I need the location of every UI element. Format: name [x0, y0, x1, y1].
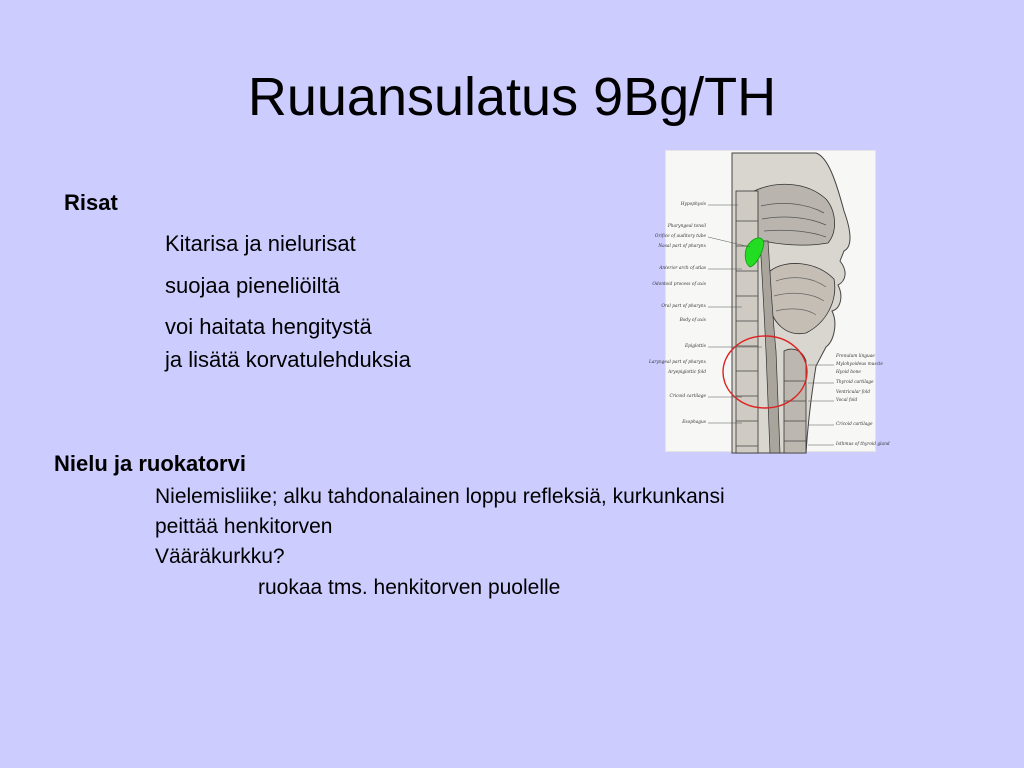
nielu-line-1: Nielemisliike; alku tahdonalainen loppu refleksiä, kurkunkansi	[155, 485, 725, 508]
figure-right-label: Frenulum linguae	[836, 354, 875, 359]
nielu-line-3: Vääräkurkku?	[155, 545, 285, 568]
section-risat-heading: Risat	[64, 190, 118, 215]
figure-left-label: Esophagus	[682, 420, 706, 425]
nielu-line-4: ruokaa tms. henkitorven puolelle	[258, 576, 561, 599]
slide-title: Ruuansulatus 9Bg/TH	[247, 67, 777, 127]
figure-right-label: Hyoid bone	[836, 370, 861, 375]
figure-left-label: Anterior arch of atlas	[659, 266, 706, 271]
figure-left-label: Hypophysis	[680, 202, 706, 207]
figure-right-label: Mylohyoideus muscle	[836, 362, 883, 367]
figure-left-label: Pharyngeal tonsil	[667, 224, 706, 229]
spinal-column	[736, 191, 758, 453]
risat-item-1: Kitarisa ja nielurisat	[165, 231, 356, 256]
figure-right-label: Thyroid cartilage	[836, 380, 874, 385]
head-cross-section-illustration	[648, 151, 890, 453]
anatomy-figure	[648, 150, 890, 452]
figure-left-label: Body of axis	[679, 318, 706, 323]
figure-left-label: Orifice of auditory tube	[654, 234, 706, 239]
figure-left-label: Epiglottis	[684, 344, 706, 349]
figure-left-label: Nasal part of pharynx	[658, 244, 706, 249]
section-nielu-heading: Nielu ja ruokatorvi	[54, 451, 246, 476]
figure-left-label: Aryepiglottic fold	[668, 370, 706, 375]
figure-right-label: Cricoid cartilage	[836, 422, 873, 427]
risat-item-2: suojaa pieneliöiltä	[165, 273, 340, 298]
figure-left-label: Laryngeal part of pharynx	[648, 360, 706, 365]
risat-item-3: voi haitata hengitystä	[165, 314, 372, 339]
figure-right-label: Ventricular fold	[836, 390, 871, 395]
figure-left-label: Cricoid cartilage	[669, 394, 706, 399]
figure-right-label: Isthmus of thyroid gland	[836, 442, 890, 447]
risat-item-3-continued: ja lisätä korvatulehduksia	[165, 347, 411, 372]
figure-right-label: Vocal fold	[836, 398, 858, 403]
nielu-line-2: peittää henkitorven	[155, 515, 333, 538]
figure-left-label: Oral part of pharynx	[661, 304, 706, 309]
figure-left-label: Odontoid process of axis	[652, 282, 706, 287]
